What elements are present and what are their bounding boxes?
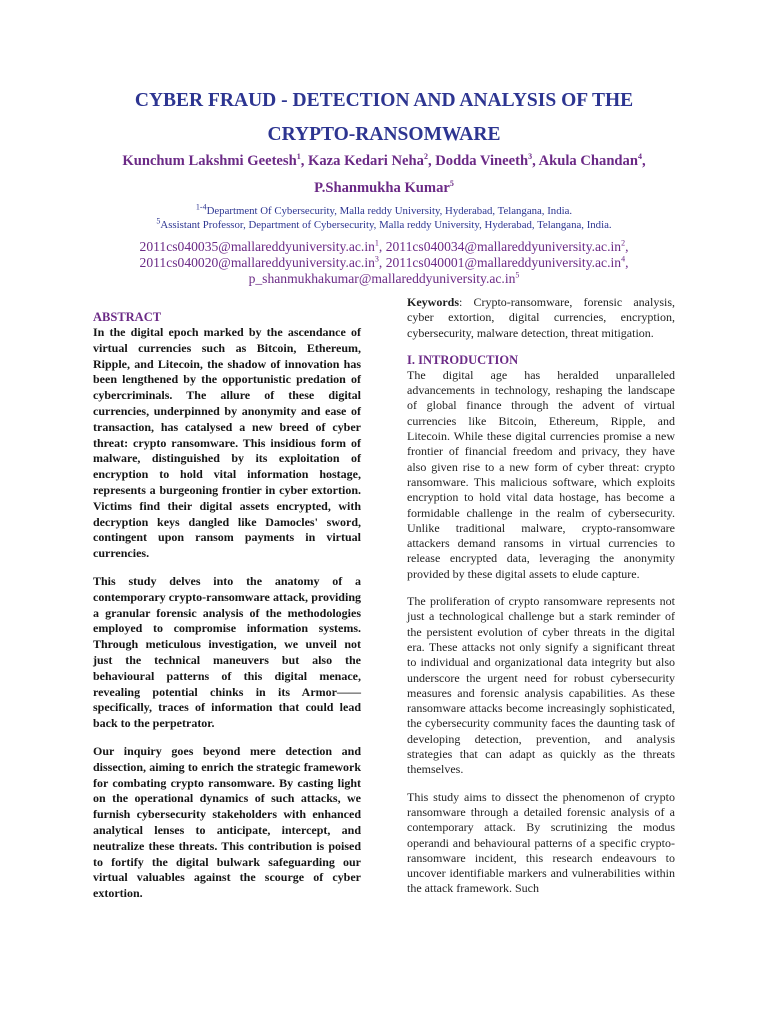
abstract-paragraph: Our inquiry goes beyond mere detection and dissection, aiming to enrich the strategic framework for combating crypto ransomware. By casting light on the operational dynamics of such attacks, we furnish cybersecurity stakeholders with enhanced analytical lenses to anticipate, intercept, and neutralize these threats. This contribution is poised to fortify the digital bulwark safeguarding our virtual valuables against the scourge of cyber extortion. xyxy=(93,743,361,901)
author-name: P.Shanmukha Kumar xyxy=(314,180,450,196)
author-emails xyxy=(60,239,708,287)
keywords xyxy=(407,295,675,341)
email-line xyxy=(60,271,708,287)
title-line-2: CRYPTO-RANSOMWARE xyxy=(267,124,501,145)
email-link[interactable]: 2011cs040034@mallareddyuniversity.ac.in xyxy=(385,239,622,254)
email-line: $2011cs040035@mallareddyuniversity.ac.in^1$, $2011cs040034@mallareddyuniversity.ac.in^2$, xyxy=(139,238,629,254)
author-name: Dodda Vineeth xyxy=(435,153,529,169)
email-link[interactable]: 2011cs040001@mallareddyuniversity.ac.in xyxy=(385,255,622,270)
affiliation-sup: 1-4 xyxy=(195,202,207,212)
abstract-column xyxy=(93,310,361,914)
email-sup: 4 xyxy=(621,254,626,264)
abstract-heading: ABSTRACT xyxy=(93,310,162,324)
email-sup: 2 xyxy=(621,238,626,248)
keywords-label: Keywords xyxy=(407,295,459,309)
abstract-paragraph: In the digital epoch marked by the ascendance of virtual currencies such as Bitcoin, Ethereum, Ripple, and Litecoin, the shadow of innovation has been lengthened by the opportunistic predation of cybercriminals. The allure of these digital currencies, underpinned by anonymity and ease of transaction, has catalysed a new breed of cyber threat: crypto ransomware. This insidious form of malware, distinguished by its exploitation of encryption to hold vital information hostage, represents a burgeoning frontier in cyber extortion. Victims find their digital assets encrypted, with decryption keys dangled like Damocles' sword, contingent upon ransom payments in virtual currencies. xyxy=(93,325,361,561)
abstract-paragraph: This study delves into the anatomy of a contemporary crypto-ransomware attack, providing a granular forensic analysis of the methodologies employed to compromise information systems. Through meticulous investigation, we unveil not just the technical maneuvers but also the behavioural patterns of this digital menace, revealing potential chinks in its Armor——specifically, traces of information that could lead back to the perpetrator. xyxy=(93,573,361,731)
author-name: Kaza Kedari Neha xyxy=(308,153,424,169)
email-sup: 5 xyxy=(515,270,520,280)
introduction-heading: I. INTRODUCTION xyxy=(407,352,519,367)
affiliation-line xyxy=(60,215,708,233)
affiliation-text: Department Of Cybersecurity, Malla reddy University, Hyderabad, Telangana, India. xyxy=(206,205,573,217)
email-sup: 1 xyxy=(374,238,379,248)
email-link[interactable]: 2011cs040035@mallareddyuniversity.ac.in xyxy=(139,239,375,254)
affiliation-sup: 5 xyxy=(156,215,161,225)
body-column xyxy=(407,295,675,909)
author-sup: 1 xyxy=(296,152,301,162)
email-link[interactable]: p_shanmukhakumar@mallareddyuniversity.ac.in xyxy=(248,271,516,286)
affiliation-text: Assistant Professor, Department of Cybersecurity, Malla reddy University, Hyderabad, Telangana, India. xyxy=(160,218,612,231)
keywords-text: : Crypto-ransomware, forensic analysis, cyber extortion, digital currencies, encryption, cybersecurity, malware detection, threat mitigation. xyxy=(407,295,675,340)
intro-paragraph: This study aims to dissect the phenomenon of crypto ransomware through a detailed forensic analysis of a contemporary attack. By scrutinizing the modus operandi and behavioural patterns of a specific crypto-ransomware incident, this research endeavours to uncover identifiable markers and vulnerabilities within the attack framework. Such xyxy=(407,789,675,896)
author-sup: 2 xyxy=(423,152,428,162)
author-line-1: Kunchum Lakshmi Geetesh$^1$, Kaza Kedari Neha$^2$, Dodda Vineeth$^3$, Akula Chandan$^4$, xyxy=(122,152,646,169)
author-line-2 xyxy=(60,175,708,202)
author-name: Kunchum Lakshmi Geetesh xyxy=(122,153,297,169)
email-line: $2011cs040020@mallareddyuniversity.ac.in^3$, $2011cs040001@mallareddyuniversity.ac.in^4$, xyxy=(139,254,629,270)
email-link[interactable]: 2011cs040020@mallareddyuniversity.ac.in xyxy=(139,255,375,270)
author-sup: 5 xyxy=(449,179,454,189)
email-sup: 3 xyxy=(374,254,379,264)
intro-paragraph: The digital age has heralded unparalleled advancements in technology, reshaping the landscape of global finance through the advent of virtual currencies like Bitcoin, Ethereum, Ripple, and Litecoin. While these digital currencies promise a new frontier of financial freedom and privacy, they have also given rise to a new form of cyber threat: crypto ransomware. This malicious software, which exploits encryption to hold vital data hostage, has become a formidable challenge in the realm of cybersecurity. Unlike traditional malware, crypto-ransomware attackers demand ransoms in virtual currencies to release encrypted data, leveraging the anonymity provided by these digital assets to elude capture. xyxy=(407,367,675,581)
author-name: Akula Chandan xyxy=(538,153,638,169)
author-list xyxy=(60,148,708,202)
title-line-1: CYBER FRAUD - DETECTION AND ANALYSIS OF THE xyxy=(134,90,634,111)
affiliations xyxy=(60,202,708,232)
paper-title xyxy=(60,84,708,152)
author-sup: 4 xyxy=(637,152,642,162)
author-sup: 3 xyxy=(528,152,533,162)
intro-paragraph: The proliferation of crypto ransomware represents not just a technological challenge but a stark reminder of the persistent evolution of cyber threats in the digital era. These attacks not only signify a significant threat to individual and organizational data integrity but also underscore the urgent need for robust cybersecurity measures and forensic analysis capabilities. As these ransomware attacks become increasingly sophisticated, the cybersecurity community faces the daunting task of developing detection, prevention, and analysis strategies that can adapt as quickly as the threats themselves. xyxy=(407,594,675,777)
